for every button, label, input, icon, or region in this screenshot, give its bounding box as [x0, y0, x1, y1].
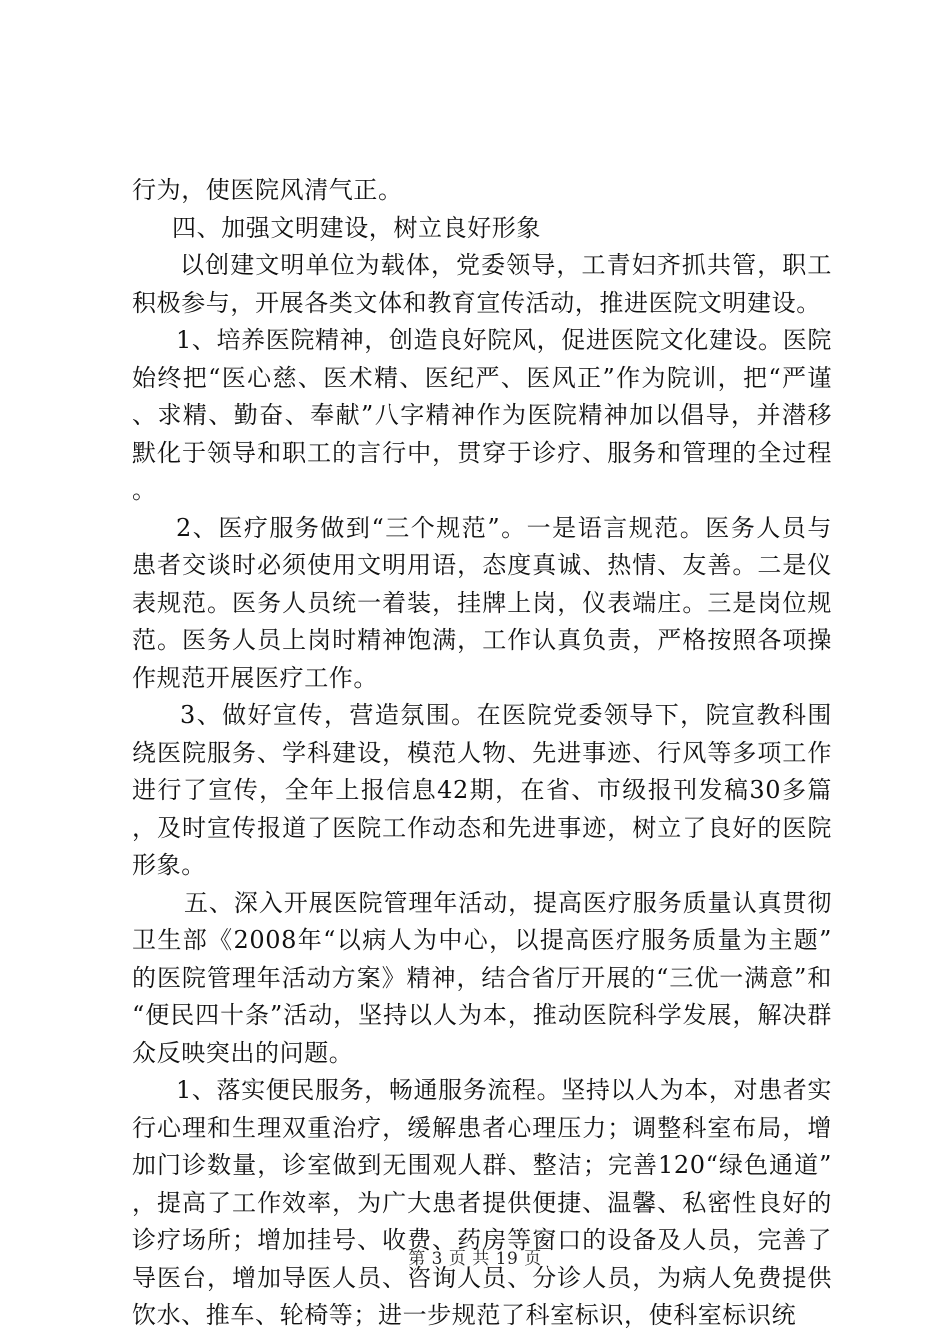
paragraph-continuation: 行为，使医院风清气正。 — [132, 176, 403, 204]
paragraph: 3、做好宣传，营造氛围。在医院党委领导下，院宣教科围绕医院服务、学科建设，模范人物、先进事迹、行风等多项工作进行了宣传，全年上报信息42期，在省、市级报刊发稿30多篇，及时宣传报道了医院工作动态和先进事迹，树立了良好的医院形象。 — [132, 701, 832, 879]
document-body — [132, 172, 832, 1335]
page-total: 共 19 页 — [472, 1249, 542, 1269]
section-heading-5: 五、深入开展医院管理年活动，提高医疗服务质量认真贯彻卫生部《2008年“以病人为中心，以提高医疗服务质量为主题”的医院管理年活动方案》精神，结合省厅开展的“三优一满意”和“便民四十条”活动，坚持以人为本，推动医院科学发展，解决群众反映突出的问题。 — [132, 888, 832, 1067]
paragraph: 2、医疗服务做到“三个规范”。一是语言规范。医务人员与患者交谈时必须使用文明用语，态度真诚、热情、友善。二是仪表规范。医务人员统一着装，挂牌上岗，仪表端庄。三是岗位规范。医务人员上岗时精神饱满，工作认真负责，严格按照各项操作规范开展医疗工作。 — [132, 513, 832, 692]
paragraph: 以创建文明单位为载体，党委领导，工青妇齐抓共管，职工积极参与，开展各类文体和教育宣传活动，推进医院文明建设。 — [132, 251, 832, 317]
page-footer — [0, 1244, 950, 1269]
section-heading-4: 四、加强文明建设，树立良好形象 — [172, 213, 541, 242]
paragraph: 1、落实便民服务，畅通服务流程。坚持以人为本，对患者实行心理和生理双重治疗，缓解患者心理压力；调整科室布局，增加门诊数量，诊室做到无围观人群、整洁；完善120“绿色通道”，提高了工作效率，为广大患者提供便捷、温馨、私密性良好的诊疗场所；增加挂号、收费、药房等窗口的设备及人员，完善了导医台，增加导医人员、咨询人员、分诊人员，为病人免费提供饮水、推车、轮椅等；进一步规范了科室标识，使科室标识统 — [132, 1076, 832, 1329]
paragraph: 1、培养医院精神，创造良好院风，促进医院文化建设。医院始终把“医心慈、医术精、医纪严、医风正”作为院训，把“严谨、求精、勤奋、奉献”八字精神作为医院精神加以倡导，并潜移默化于领导和职工的言行中，贯穿于诊疗、服务和管理的全过程。 — [132, 326, 832, 504]
page-number: 第 3 页 — [408, 1249, 467, 1269]
